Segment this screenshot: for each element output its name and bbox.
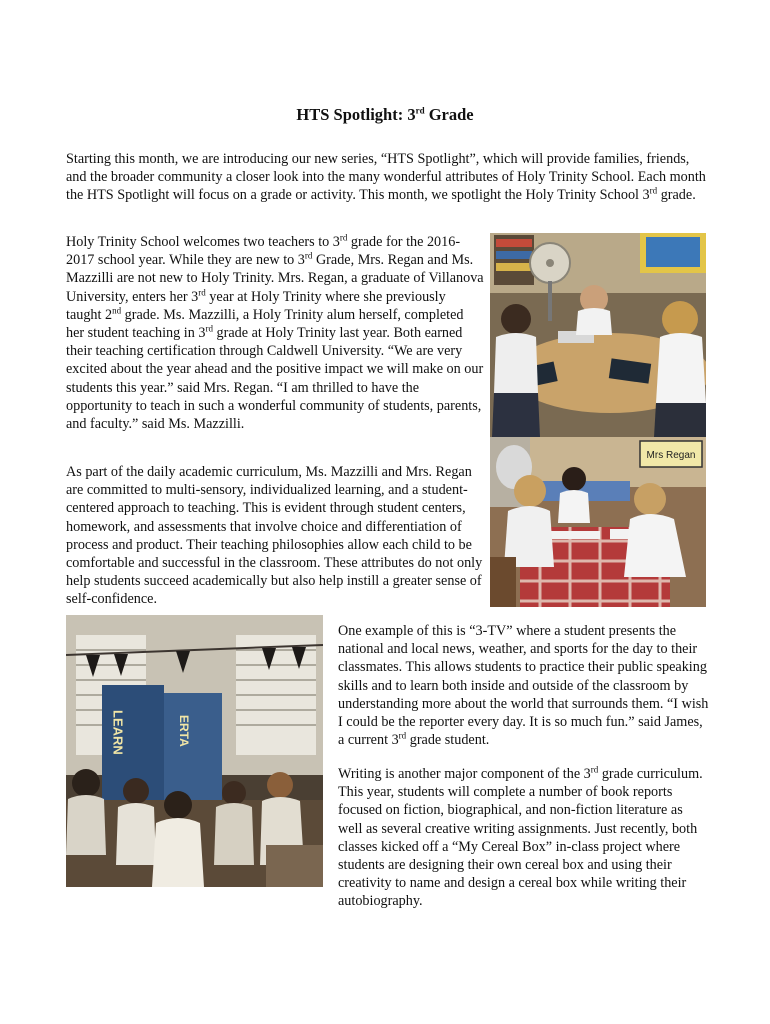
intro-paragraph bbox=[66, 150, 706, 205]
three-tv-text-end: grade student. bbox=[406, 732, 490, 749]
board-letters: LEARN bbox=[110, 710, 126, 755]
intro-text: Starting this month, we are introducing our new series, “HTS Spotlight”, which will provide families, friends, and the broader community a closer look into the many wonderful attributes of Holy Trinity School. Each month the HTS Spotlight will focus on a grade or activity. This month, we spotlight the Holy Trinity School 3 bbox=[66, 151, 706, 204]
board-letters-2: ERTA bbox=[177, 715, 191, 747]
classroom-sign-text: Mrs Regan bbox=[646, 450, 696, 461]
teachers-text-6: grade at Holy Trinity last year. Both earned their teaching certification through Caldwell University. “We are very excited about the year ahead and the positive impact we will make on our students this year.” said Mrs. Regan. “I am thrilled to have the opportunity to teach in such a wonderful community of students, parents, and faculty.” said Ms. Mazzilli. bbox=[66, 325, 484, 433]
teachers-sup-4: nd bbox=[112, 305, 122, 316]
intro-text-end: grade. bbox=[657, 187, 696, 204]
three-tv-text: One example of this is “3-TV” where a student presents the national and local news, weather, and sports for the day to their classmates. This allows students to practice their public speaking skills and to learn both inside and outside of the classroom by understanding more about the world that surrounds them. “I wish I could be the reporter every day. It is so much fun.” said James, a current 3 bbox=[338, 623, 709, 749]
classroom-tablets-illustration bbox=[490, 233, 706, 437]
classroom-tablets-photo bbox=[490, 233, 706, 437]
classroom-plaid-table-photo bbox=[490, 437, 706, 607]
classroom-presentation-illustration bbox=[66, 615, 323, 887]
teachers-text-4: year at Holy Trinity where she previously taught 2 bbox=[66, 288, 446, 323]
teachers-text-5: grade. Ms. Mazzilli, a Holy Trinity alum herself, completed her student teaching in 3 bbox=[66, 306, 464, 342]
page-title bbox=[0, 105, 770, 125]
title-text: HTS Spotlight: 3 bbox=[296, 105, 416, 125]
intro-superscript: rd bbox=[649, 185, 658, 196]
teachers-sup-5: rd bbox=[205, 323, 213, 334]
teachers-text-2: grade for the 2016-2017 school year. While they are new to 3 bbox=[66, 234, 461, 269]
writing-paragraph bbox=[338, 765, 710, 911]
teachers-sup-1: rd bbox=[339, 232, 348, 243]
classroom-plaid-table-illustration bbox=[490, 437, 706, 607]
teachers-sup-2: rd bbox=[304, 250, 313, 261]
three-tv-paragraph bbox=[338, 622, 710, 749]
title-superscript: rd bbox=[415, 105, 425, 116]
classroom-presentation-photo bbox=[66, 615, 323, 887]
writing-superscript: rd bbox=[590, 764, 599, 775]
three-tv-superscript: rd bbox=[398, 730, 407, 741]
writing-text-end: grade curriculum. This year, students will complete a number of book reports focused on fiction, biographical, and non-fiction literature as well as several creative writing assignments. Just recently, both classes kicked off a “My Cereal Box” in-class project where students are designing their own cereal box and using their creativity to name and design a cereal box while writing their autobiography. bbox=[338, 766, 703, 910]
teachers-paragraph bbox=[66, 233, 484, 433]
curriculum-paragraph: As part of the daily academic curriculum, Ms. Mazzilli and Mrs. Regan are committed to multi-sensory, individualized learning, and a student-centered approach to teaching. This is evident through student centers, homework, and assessments that involve choice and differentiation of process and product. Their teaching philosophies allow each child to be comfortable and successful in the classroom. These attributes do not only help students succeed academically but also help instill a greater sense of self-confidence. bbox=[66, 464, 483, 608]
teachers-text-3: Grade, Mrs. Regan and Ms. Mazzilli are not new to Holy Trinity. Mrs. Regan, a graduate of Villanova University, enters her 3 bbox=[66, 252, 484, 305]
writing-text: Writing is another major component of the 3 bbox=[338, 766, 591, 782]
teachers-text-1: Holy Trinity School welcomes two teachers to 3 bbox=[66, 234, 340, 250]
teachers-sup-3: rd bbox=[198, 286, 206, 297]
title-text-end: Grade bbox=[424, 105, 474, 125]
